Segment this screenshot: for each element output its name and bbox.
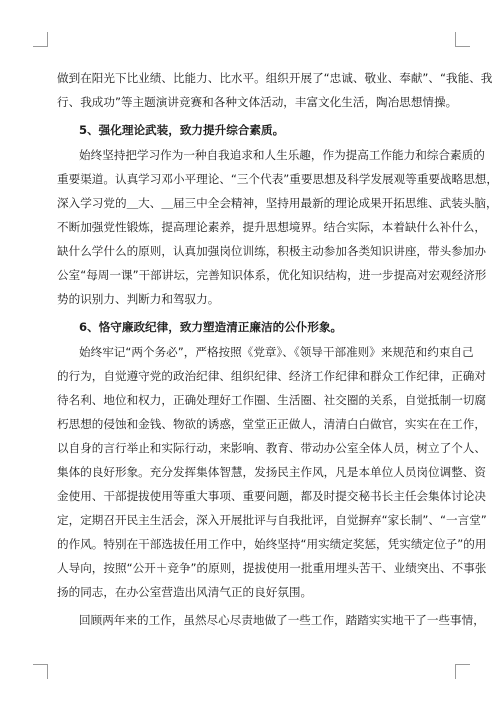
text-line: 定，定期召开民主生活会，深入开展批评与自我批评，自觉摒弃“家长制”、“一言堂” [57, 513, 487, 527]
text-line: 金使用、干部提拔使用等重大事项、重要问题，都及时提交秘书长主任会集体讨论决 [57, 489, 486, 503]
crop-mark-bottom-right [455, 664, 470, 679]
text-line: 行、我成功”等主题演讲竞赛和各种文体活动，丰富文化生活，陶冶思想情操。 [57, 95, 458, 109]
crop-mark-top-left [33, 32, 48, 47]
text-line: 扬的同志，在办公室营造出风清气正的良好氛围。 [57, 585, 313, 599]
text-line: 重要渠道。认真学习邓小平理论、“三个代表”重要思想及科学发展观等重要战略思想， [57, 172, 498, 186]
paragraph-discipline [57, 340, 487, 604]
text-line: 势的识别力、判断力和驾驭力。 [57, 292, 220, 306]
crop-mark-top-right [455, 32, 470, 47]
text-line: 始终牢记“两个务必”，严格按照《党章》、《领导干部准则》来规范和约束自己 [79, 345, 474, 359]
text-line: 深入学习党的＿大、＿届三中全会精神，坚持用最新的理论成果开拓思维、武装头脑， [57, 196, 498, 210]
text-line: 待名利、地位和权力，正确处理好工作圈、生活圈、社交圈的关系，自觉抵制一切腐 [57, 393, 486, 407]
text-line: 的行为，自觉遵守党的政治纪律、组织纪律、经济工作纪律和群众工作纪律，正确对 [57, 369, 486, 383]
section-heading-6: 6、恪守廉政纪律，致力塑造清正廉洁的公仆形象。 [79, 320, 343, 334]
document-body [57, 66, 498, 632]
text-line: 缺什么学什么的原则，认真加强岗位训练，积极主动参加各类知识讲座，带头参加办 [57, 244, 486, 258]
paragraph-theory-study [57, 143, 498, 311]
text-line: 做到在阳光下比业绩、比能力、比水平。组织开展了“忠诚、敬业、奉献”、“我能、我 [57, 71, 493, 85]
text-line: 回顾两年来的工作，虽然尽心尽责地做了一些工作，踏踏实实地干了一些事情， [79, 613, 485, 627]
text-line: 公室“每周一课”干部讲坛，完善知识体系，优化知识结构，进一步提高对宏观经济形 [57, 268, 487, 282]
crop-mark-bottom-left [33, 664, 48, 679]
text-line: 的作风。特别在干部选拔任用工作中，始终坚持“用实绩定奖惩，凭实绩定位子”的用 [57, 537, 487, 551]
paragraph-review [57, 608, 485, 632]
text-line: 人导向，按照“公开＋竞争”的原则，提拔使用一批重用埋头苦干、业绩突出、不事张 [57, 561, 487, 575]
text-line: 不断加强党性锻炼，提高理论素养，提升思想境界。结合实际，本着缺什么补什么， [57, 220, 486, 234]
text-line: 集体的良好形象。充分发挥集体智慧，发扬民主作风，凡是本单位人员岗位调整、资 [57, 465, 486, 479]
paragraph-continuation [57, 66, 493, 114]
text-line: 以自身的言行举止和实际行动，来影响、教育、带动办公室全体人员，树立了个人、 [57, 441, 486, 455]
text-line: 朽思想的侵蚀和金钱、物欲的诱惑，堂堂正正做人，清清白白做官，实实在在工作， [57, 417, 486, 431]
text-line: 始终坚持把学习作为一种自我追求和人生乐趣，作为提高工作能力和综合素质的 [79, 148, 485, 162]
section-heading-5: 5、强化理论武装，致力提升综合素质。 [79, 123, 285, 137]
